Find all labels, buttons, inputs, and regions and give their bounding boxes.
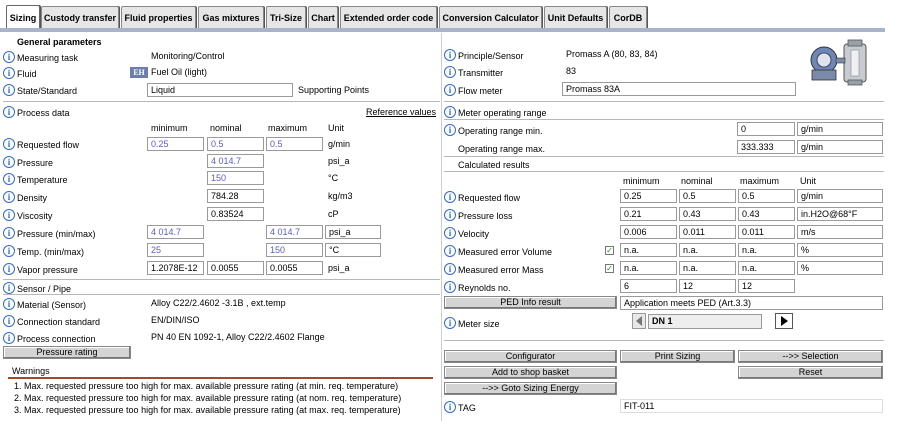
operating-range-max-unit[interactable]: g/min bbox=[797, 140, 883, 154]
info-icon[interactable]: i bbox=[444, 106, 456, 118]
pressure-max-input[interactable]: 4 014.7 bbox=[266, 225, 323, 239]
pressure-loss-nom: 0.43 bbox=[679, 207, 736, 221]
goto-sizing-energy-button[interactable]: -->> Goto Sizing Energy bbox=[444, 382, 617, 395]
principle-sensor-value[interactable]: Promass A (80, 83, 84) bbox=[566, 49, 658, 59]
error-mass-checkbox[interactable]: ✓ bbox=[606, 264, 613, 273]
flowmeter-device-icon bbox=[800, 38, 880, 86]
info-icon[interactable]: i bbox=[3, 191, 15, 203]
meter-size-label: Meter size bbox=[458, 319, 500, 329]
arrow-left-icon bbox=[633, 314, 645, 328]
info-icon[interactable]: i bbox=[444, 124, 456, 136]
density-label: Density bbox=[17, 193, 48, 203]
tab-custody-transfer[interactable]: Custody transfer bbox=[41, 6, 119, 28]
viscosity-label: Viscosity bbox=[17, 211, 53, 221]
principle-sensor-label: Principle/Sensor bbox=[458, 51, 524, 61]
error-mass-max: n.a. bbox=[738, 261, 795, 275]
info-icon[interactable]: i bbox=[444, 401, 456, 413]
reynolds-min: 6 bbox=[620, 279, 677, 293]
error-volume-nom: n.a. bbox=[679, 243, 736, 257]
col-minimum: minimum bbox=[151, 123, 188, 133]
error-volume-max: n.a. bbox=[738, 243, 795, 257]
info-icon[interactable]: i bbox=[3, 84, 15, 96]
error-volume-unit: % bbox=[797, 243, 883, 257]
tab-sizing[interactable]: Sizing bbox=[6, 5, 40, 29]
operating-range-max-label: Operating range max. bbox=[458, 144, 546, 154]
add-to-basket-button[interactable]: Add to shop basket bbox=[444, 366, 617, 379]
col-nominal: nominal bbox=[681, 176, 713, 186]
flow-meter-label: Flow meter bbox=[458, 86, 503, 96]
requested-flow-max-input[interactable]: 0.5 bbox=[266, 137, 323, 151]
error-mass-unit: % bbox=[797, 261, 883, 275]
info-icon[interactable]: i bbox=[3, 173, 15, 185]
warnings-title: Warnings bbox=[12, 366, 50, 376]
requested-flow-unit[interactable]: g/min bbox=[328, 139, 351, 149]
col-maximum: maximum bbox=[268, 123, 308, 133]
pressure-min-input[interactable]: 4 014.7 bbox=[147, 225, 204, 239]
calculated-results-title: Calculated results bbox=[458, 160, 530, 170]
divider bbox=[444, 340, 884, 341]
divider bbox=[444, 119, 884, 120]
calc-requested-flow-label: Requested flow bbox=[458, 193, 521, 203]
velocity-label: Velocity bbox=[458, 229, 490, 239]
col-nominal: nominal bbox=[210, 123, 242, 133]
vapor-pressure-nom-input[interactable]: 0.0055 bbox=[207, 261, 264, 275]
eh-logo-icon: EH bbox=[130, 67, 148, 78]
reset-button[interactable]: Reset bbox=[738, 366, 883, 379]
vapor-pressure-unit[interactable]: psi_a bbox=[328, 263, 350, 273]
col-unit: Unit bbox=[328, 123, 345, 133]
info-icon[interactable]: i bbox=[3, 332, 15, 344]
state-standard-label: State/Standard bbox=[17, 86, 78, 96]
tab-fluid-properties[interactable]: Fluid properties bbox=[121, 6, 196, 28]
tab-unit-defaults[interactable]: Unit Defaults bbox=[544, 6, 607, 28]
error-volume-min: n.a. bbox=[620, 243, 677, 257]
tab-bar bbox=[0, 0, 897, 32]
calc-requested-flow-unit[interactable]: g/min bbox=[797, 189, 883, 203]
operating-range-min-value: 0 bbox=[737, 122, 795, 136]
temp-min-input[interactable]: 25 bbox=[147, 243, 204, 257]
vapor-pressure-max-input[interactable]: 0.0055 bbox=[266, 261, 323, 275]
info-icon[interactable]: i bbox=[444, 66, 456, 78]
temp-minmax-label: Temp. (min/max) bbox=[17, 247, 85, 257]
col-unit: Unit bbox=[800, 176, 817, 186]
selection-button[interactable]: -->> Selection bbox=[738, 350, 883, 363]
vapor-pressure-min-input[interactable]: 1.2078E-12 bbox=[147, 261, 204, 275]
info-icon[interactable]: i bbox=[3, 245, 15, 257]
requested-flow-label: Requested flow bbox=[17, 140, 80, 150]
reynolds-max: 12 bbox=[738, 279, 795, 293]
measuring-task-value[interactable]: Monitoring/Control bbox=[151, 51, 225, 61]
density-nom-input[interactable]: 784.28 bbox=[207, 189, 264, 203]
supporting-points-link[interactable]: Supporting Points bbox=[298, 85, 370, 95]
tag-label: TAG bbox=[458, 403, 476, 413]
viscosity-nom-input[interactable]: 0.83524 bbox=[207, 207, 264, 221]
tab-cordb[interactable]: CorDB bbox=[609, 6, 647, 28]
material-sensor-value[interactable]: Alloy C22/2.4602 -3.1B , ext.temp bbox=[151, 298, 286, 308]
info-icon[interactable]: i bbox=[3, 315, 15, 327]
error-volume-checkbox[interactable]: ✓ bbox=[606, 246, 613, 255]
info-icon[interactable]: i bbox=[444, 317, 456, 329]
info-icon[interactable]: i bbox=[3, 51, 15, 63]
velocity-max: 0.011 bbox=[738, 225, 795, 239]
calc-requested-flow-max: 0.5 bbox=[738, 189, 795, 203]
operating-range-min-unit[interactable]: g/min bbox=[797, 122, 883, 136]
print-sizing-button[interactable]: Print Sizing bbox=[620, 350, 735, 363]
pressure-label: Pressure bbox=[17, 158, 54, 168]
velocity-min: 0.006 bbox=[620, 225, 677, 239]
temp-minmax-unit[interactable]: °C bbox=[325, 243, 381, 257]
warning-item: 2. Max. requested pressure too high for max. available pressure rating (at nom. req. temperature) bbox=[14, 393, 402, 403]
requested-flow-nom-input[interactable]: 0.5 bbox=[207, 137, 264, 151]
tag-input[interactable]: FIT-011 bbox=[620, 399, 883, 413]
operating-range-max-value: 333.333 bbox=[737, 140, 795, 154]
info-icon[interactable]: i bbox=[444, 49, 456, 61]
meter-size-value: DN 1 bbox=[648, 314, 762, 329]
velocity-unit[interactable]: m/s bbox=[797, 225, 883, 239]
measuring-task-label: Measuring task bbox=[17, 53, 79, 63]
ped-result-text: Application meets PED (Art.3.3) bbox=[620, 296, 883, 310]
calc-requested-flow-min: 0.25 bbox=[620, 189, 677, 203]
meter-operating-range-title: Meter operating range bbox=[458, 108, 547, 118]
info-icon[interactable]: i bbox=[444, 191, 456, 203]
pressure-loss-max: 0.43 bbox=[738, 207, 795, 221]
reynolds-nom: 12 bbox=[679, 279, 736, 293]
info-icon[interactable]: i bbox=[3, 67, 15, 79]
fluid-label: Fluid bbox=[17, 69, 37, 79]
operating-range-min-label: Operating range min. bbox=[458, 126, 543, 136]
process-connection-label: Process connection bbox=[17, 334, 96, 344]
transmitter-value[interactable]: 83 bbox=[566, 66, 577, 76]
col-minimum: minimum bbox=[623, 176, 660, 186]
tab-underline bbox=[0, 28, 885, 32]
general-parameters-title: General parameters bbox=[17, 37, 102, 47]
col-maximum: maximum bbox=[740, 176, 780, 186]
info-icon[interactable]: i bbox=[3, 282, 15, 294]
temp-max-input[interactable]: 150 bbox=[266, 243, 323, 257]
divider bbox=[3, 279, 440, 280]
info-icon[interactable]: i bbox=[3, 298, 15, 310]
temperature-label: Temperature bbox=[17, 175, 68, 185]
info-icon[interactable]: i bbox=[3, 106, 15, 118]
tab-chart[interactable]: Chart bbox=[308, 6, 338, 28]
info-icon[interactable]: i bbox=[444, 84, 456, 96]
arrow-right-icon bbox=[776, 314, 792, 328]
error-mass-min: n.a. bbox=[620, 261, 677, 275]
material-sensor-label: Material (Sensor) bbox=[17, 300, 87, 310]
viscosity-unit[interactable]: cP bbox=[328, 209, 339, 219]
warning-item: 1. Max. requested pressure too high for max. available pressure rating (at min. req. temperature) bbox=[14, 381, 399, 391]
transmitter-label: Transmitter bbox=[458, 68, 504, 78]
tab-extended-order-code[interactable]: Extended order code bbox=[340, 6, 437, 28]
divider bbox=[444, 156, 884, 157]
process-connection-value[interactable]: PN 40 EN 1092-1, Alloy C22/2.4602 Flange bbox=[151, 332, 325, 342]
info-icon[interactable]: i bbox=[444, 227, 456, 239]
pressure-minmax-unit[interactable]: psi_a bbox=[325, 225, 381, 239]
pressure-loss-label: Pressure loss bbox=[458, 211, 513, 221]
error-mass-nom: n.a. bbox=[679, 261, 736, 275]
state-standard-select[interactable]: Liquid bbox=[147, 83, 293, 97]
info-icon[interactable]: i bbox=[3, 209, 15, 221]
divider bbox=[3, 294, 440, 295]
velocity-nom: 0.011 bbox=[679, 225, 736, 239]
flow-meter-select[interactable]: Promass 83A bbox=[562, 82, 796, 96]
warnings-divider bbox=[8, 377, 433, 379]
info-icon[interactable]: i bbox=[3, 227, 15, 239]
error-volume-label: Measured error Volume bbox=[458, 247, 553, 257]
reynolds-label: Reynolds no. bbox=[458, 283, 511, 293]
warning-item: 3. Max. requested pressure too high for max. available pressure rating (at max. req. temperature) bbox=[14, 405, 401, 415]
ped-info-button[interactable]: PED Info result bbox=[444, 296, 617, 309]
column-separator bbox=[441, 33, 442, 421]
info-icon[interactable]: i bbox=[444, 245, 456, 257]
meter-size-next-button[interactable] bbox=[775, 313, 793, 329]
error-mass-label: Measured error Mass bbox=[458, 265, 544, 275]
pressure-unit[interactable]: psi_a bbox=[328, 156, 350, 166]
divider bbox=[444, 101, 884, 102]
connection-standard-label: Connection standard bbox=[17, 317, 101, 327]
pressure-rating-button[interactable]: Pressure rating bbox=[3, 346, 131, 359]
pressure-minmax-label: Pressure (min/max) bbox=[17, 229, 96, 239]
calc-requested-flow-nom: 0.5 bbox=[679, 189, 736, 203]
vapor-pressure-label: Vapor pressure bbox=[17, 265, 78, 275]
info-icon[interactable]: i bbox=[444, 281, 456, 293]
pressure-loss-min: 0.21 bbox=[620, 207, 677, 221]
meter-size-prev-button[interactable] bbox=[632, 313, 646, 329]
info-icon[interactable]: i bbox=[444, 209, 456, 221]
tab-gas-mixtures[interactable]: Gas mixtures bbox=[198, 6, 264, 28]
temperature-unit[interactable]: °C bbox=[328, 173, 339, 183]
tab-tri-size[interactable]: Tri-Size bbox=[266, 6, 306, 28]
info-icon[interactable]: i bbox=[444, 263, 456, 275]
temperature-nom-input[interactable]: 150 bbox=[207, 171, 264, 185]
reference-values-link[interactable]: Reference values bbox=[366, 107, 437, 117]
requested-flow-min-input[interactable]: 0.25 bbox=[147, 137, 204, 151]
fluid-value[interactable]: Fuel Oil (light) bbox=[151, 67, 208, 77]
info-icon[interactable]: i bbox=[3, 138, 15, 150]
density-unit[interactable]: kg/m3 bbox=[328, 191, 353, 201]
divider bbox=[444, 171, 884, 172]
pressure-nom-input[interactable]: 4 014.7 bbox=[207, 154, 264, 168]
configurator-button[interactable]: Configurator bbox=[444, 350, 617, 363]
process-data-title: Process data bbox=[17, 108, 70, 118]
divider bbox=[3, 101, 440, 102]
info-icon[interactable]: i bbox=[3, 156, 15, 168]
tab-conversion-calculator[interactable]: Conversion Calculator bbox=[439, 6, 542, 28]
pressure-loss-unit[interactable]: in.H2O@68°F bbox=[797, 207, 883, 221]
sensor-pipe-title: Sensor / Pipe bbox=[17, 284, 72, 294]
connection-standard-value[interactable]: EN/DIN/ISO bbox=[151, 315, 200, 325]
info-icon[interactable]: i bbox=[3, 263, 15, 275]
